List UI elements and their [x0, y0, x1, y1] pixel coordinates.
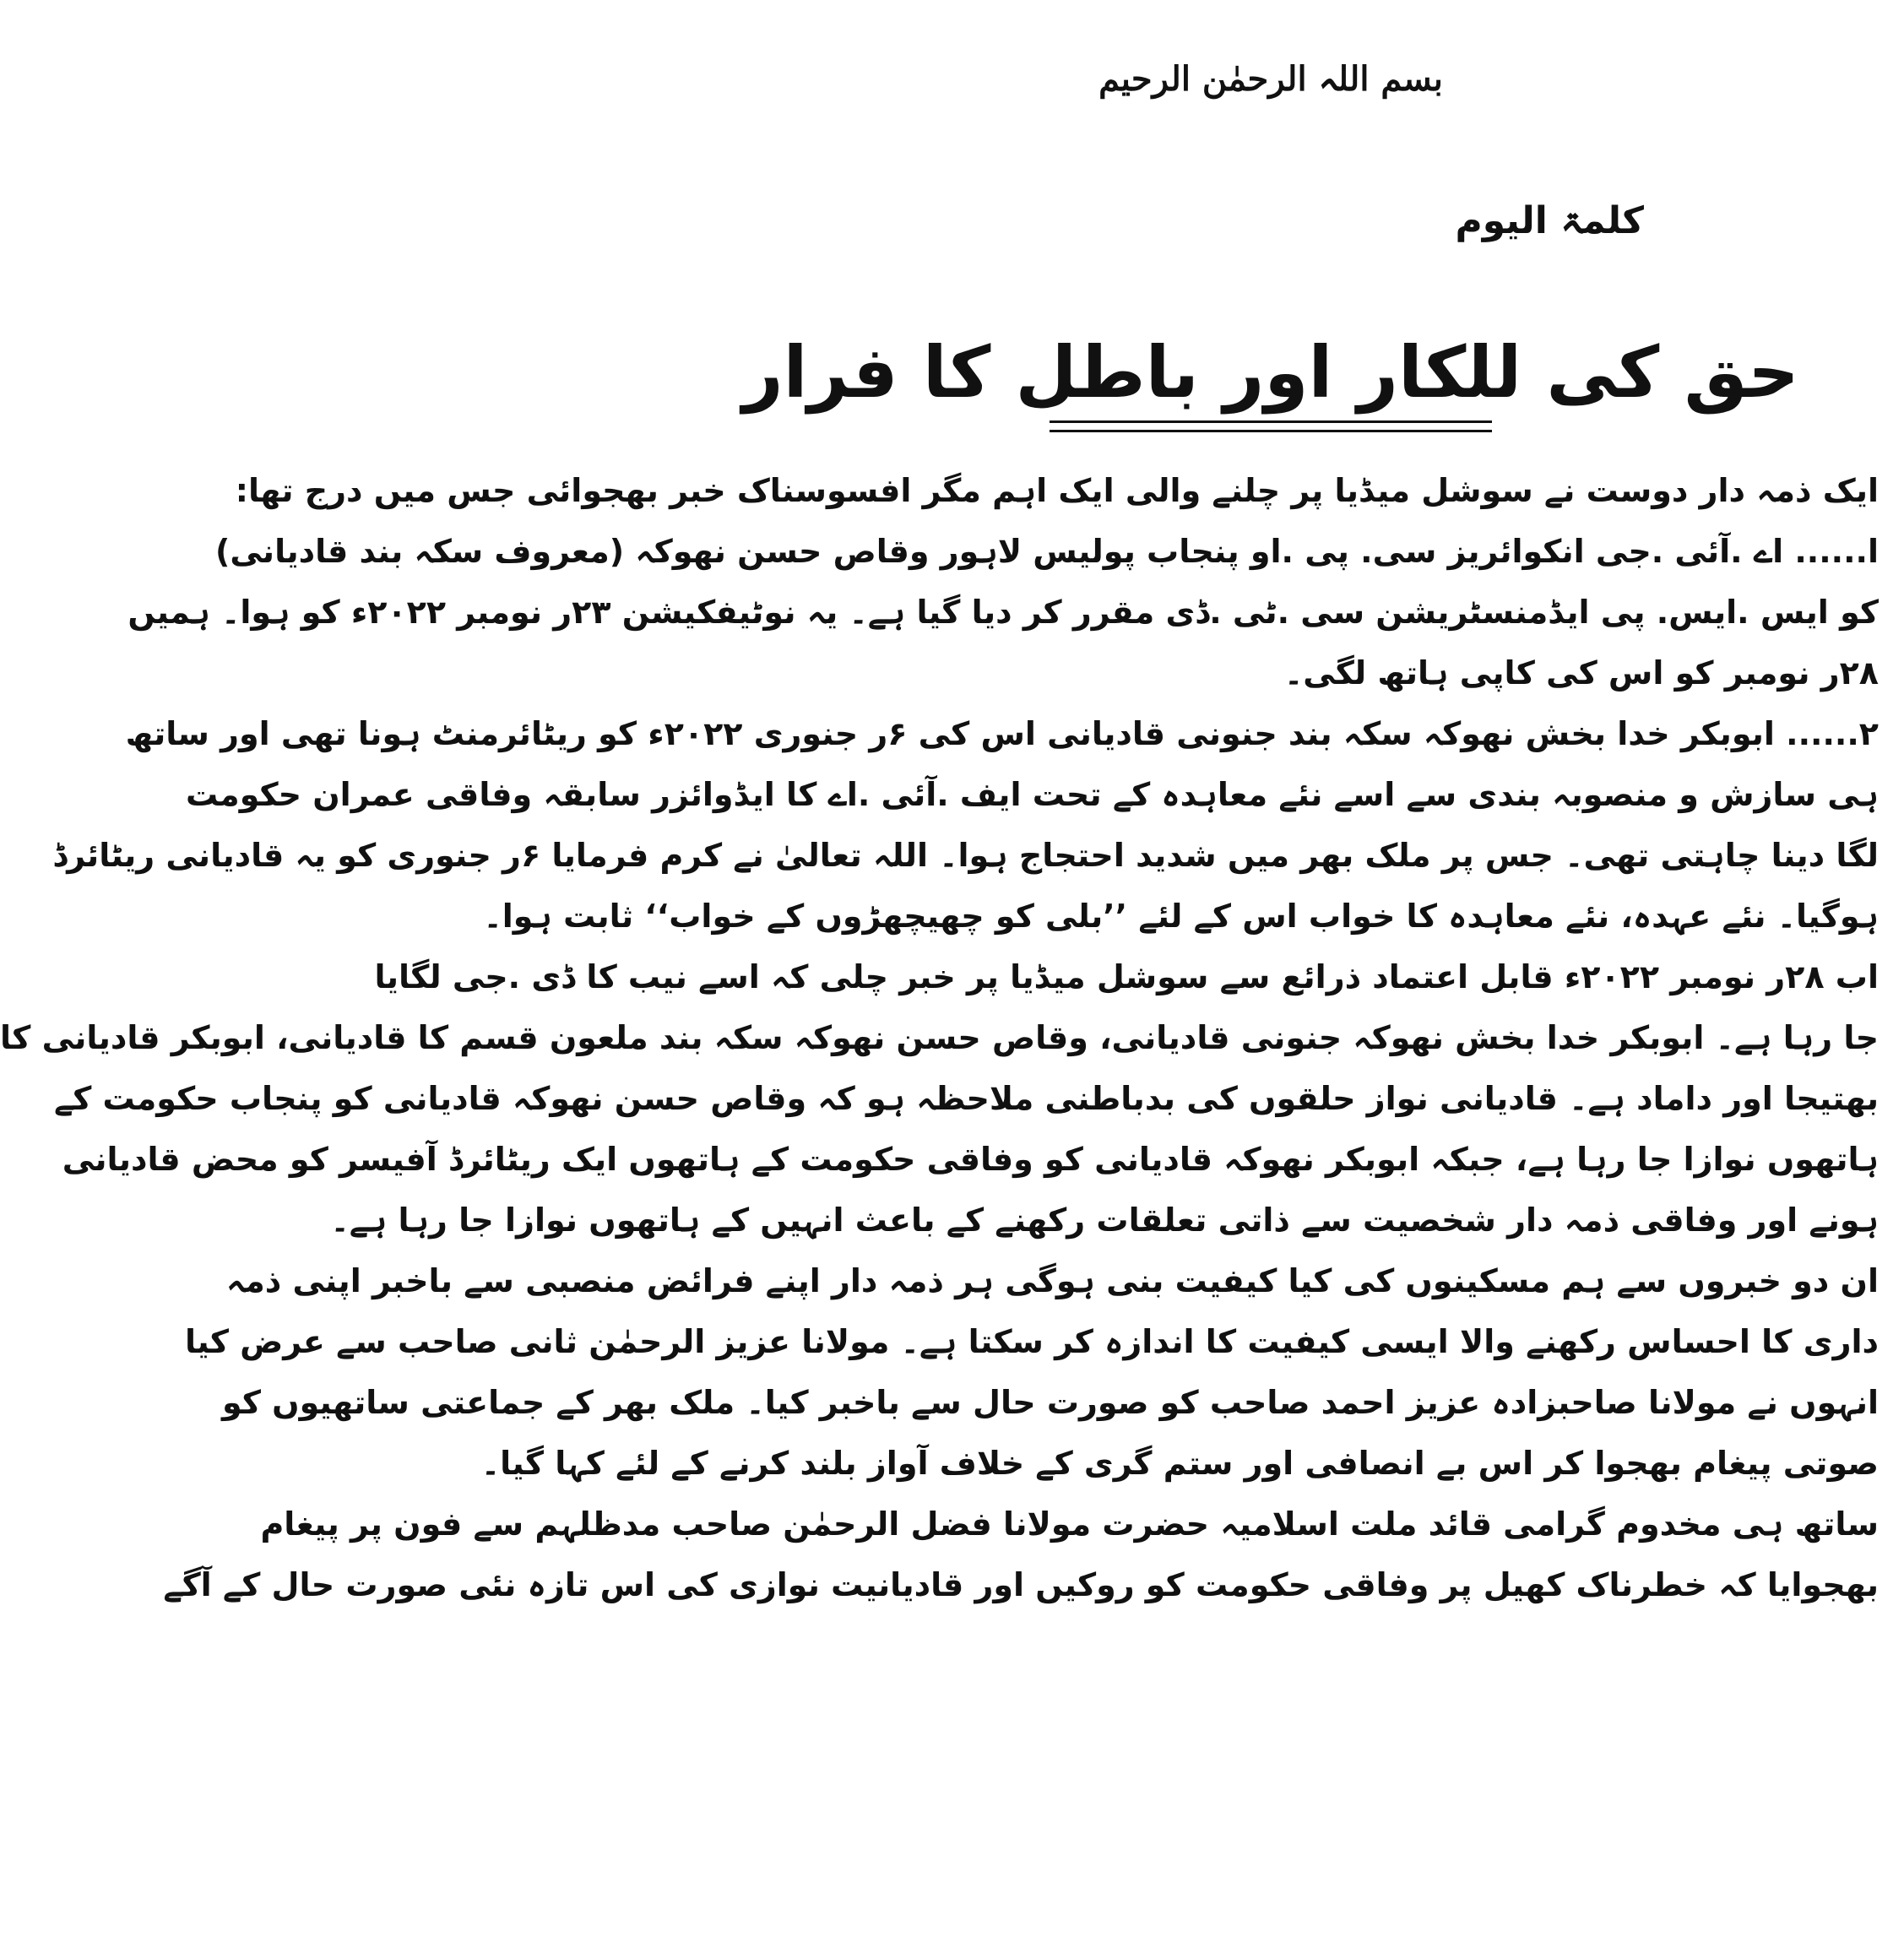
text-line: داری کا احساس رکھنے والا ایسی کیفیت کا اندازہ کر سکتا ہے۔ مولانا عزیز الرحمٰن ثانی صاحب سے عرض کیا — [185, 1323, 1879, 1360]
text-line: ہوگیا۔ نئے عہدہ، نئے معاہدہ کا خواب اس کے لئے ’’بلی کو چھیچھڑوں کے خواب‘‘ ثابت ہوا۔ — [483, 898, 1879, 935]
article-body — [0, 460, 1879, 1615]
article-title: حق کی للکار اور باطل کا فرار — [742, 331, 1799, 414]
text-line: ا...... اے .آئی .جی انکوائریز سی. پی .او پنجاب پولیس لاہور وقاص حسن نھوکہ (معروف سکہ بند قادیانی) — [214, 533, 1879, 570]
text-line: ہی سازش و منصوبہ بندی سے اسے نئے معاہدہ کے تحت ایف .آئی .اے کا ایڈوائزر سابقہ وفاقی عمران حکومت — [185, 776, 1879, 813]
text-line: جا رہا ہے۔ ابوبکر خدا بخش نھوکہ جنونی قادیانی، وقاص حسن نھوکہ سکہ بند ملعون قسم کا قادیانی، ابوبکر قادیانی کا — [0, 1019, 1879, 1056]
text-line: ۲۸ر نومبر کو اس کی کاپی ہاتھ لگی۔ — [1284, 654, 1879, 692]
text-line: اب ۲۸ر نومبر ۲۰۲۲ء قابل اعتماد ذرائع سے سوشل میڈیا پر خبر چلی کہ اسے نیب کا ڈی .جی لگایا — [374, 958, 1879, 995]
title-double-rule — [1050, 420, 1492, 432]
bismillah-heading: بسم اللہ الرحمٰن الرحیم — [1098, 59, 1443, 99]
text-line: ہونے اور وفاقی ذمہ دار شخصیت سے ذاتی تعلقات رکھنے کے باعث انہیں کے ہاتھوں نوازا جا رہا ہے۔ — [330, 1202, 1879, 1239]
text-line: ساتھ ہی مخدوم گرامی قائد ملت اسلامیہ حضرت مولانا فضل الرحمٰن صاحب مدظلہم سے فون پر پیغام — [260, 1505, 1879, 1543]
text-line: بھجوایا کہ خطرناک کھیل پر وفاقی حکومت کو روکیں اور قادیانیت نوازی کی اس تازہ نئی صورت حال کے آگے — [163, 1566, 1879, 1603]
text-line: ان دو خبروں سے ہم مسکینوں کی کیا کیفیت بنی ہوگی ہر ذمہ دار اپنے فرائض منصبی سے باخبر اپنی ذمہ — [225, 1262, 1879, 1299]
section-label: کلمۃ الیوم — [1455, 199, 1644, 242]
text-line: ایک ذمہ دار دوست نے سوشل میڈیا پر چلنے والی ایک اہم مگر افسوسناک خبر بھجوائی جس میں درج تھا: — [235, 472, 1879, 509]
text-line: ہاتھوں نوازا جا رہا ہے، جبکہ ابوبکر نھوکہ قادیانی کو وفاقی حکومت کے ہاتھوں ایک ریٹائرڈ آفیسر کو محض قادیانی — [62, 1141, 1879, 1178]
text-line: انہوں نے مولانا صاحبزادہ عزیز احمد صاحب کو صورت حال سے باخبر کیا۔ ملک بھر کے جماعتی ساتھیوں کو — [222, 1384, 1879, 1421]
text-line: کو ایس .ایس. پی ایڈمنسٹریشن سی .ٹی .ڈی مقرر کر دیا گیا ہے۔ یہ نوٹیفکیشن ۲۳ر نومبر ۲۰۲۲ء کو ہوا۔ ہمیں — [127, 594, 1879, 631]
text-line: بھتیجا اور داماد ہے۔ قادیانی نواز حلقوں کی بدباطنی ملاحظہ ہو کہ وقاص حسن نھوکہ قادیانی کو پنجاب حکومت کے — [53, 1080, 1879, 1117]
text-line: ۲...... ابوبکر خدا بخش نھوکہ سکہ بند جنونی قادیانی اس کی ۶ر جنوری ۲۰۲۲ء کو ریٹائرمنٹ ہونا تھی اور ساتھ — [125, 715, 1879, 752]
text-line: صوتی پیغام بھجوا کر اس بے انصافی اور ستم گری کے خلاف آواز بلند کرنے کے لئے کہا گیا۔ — [480, 1445, 1879, 1482]
text-line: لگا دینا چاہتی تھی۔ جس پر ملک بھر میں شدید احتجاج ہوا۔ اللہ تعالیٰ نے کرم فرمایا ۶ر جنوری کو یہ قادیانی ریٹائرڈ — [52, 837, 1879, 874]
